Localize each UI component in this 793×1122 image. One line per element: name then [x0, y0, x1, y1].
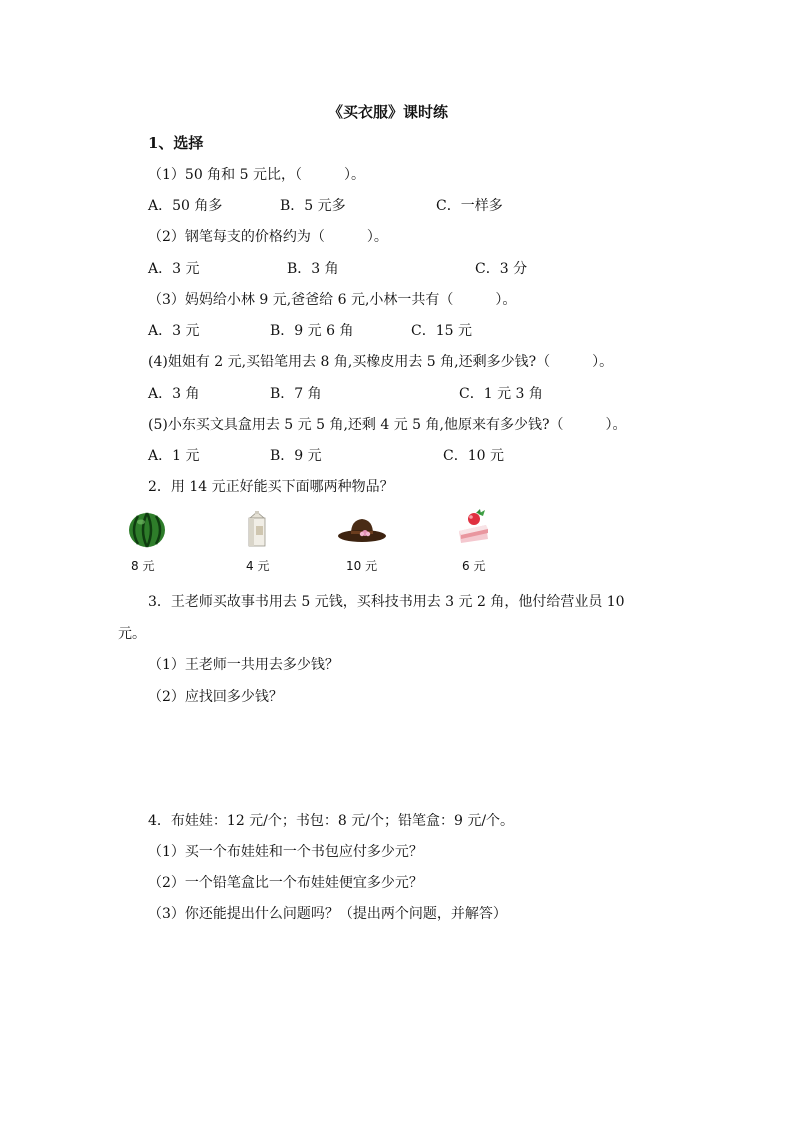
question-2-option-c: C．3 分	[475, 261, 528, 277]
question-2-stem: （2）钢笔每支的价格约为（ ）。	[148, 229, 388, 245]
hat-price: 10 元	[346, 559, 378, 573]
hat-icon	[337, 516, 387, 544]
question-3-option-b: B．9 元 6 角	[270, 323, 354, 339]
watermelon-icon	[128, 512, 166, 548]
question-2-option-a: A．3 元	[148, 261, 200, 277]
section-4-heading: 4．布娃娃：12 元/个；书包：8 元/个；铅笔盒：9 元/个。	[148, 813, 515, 829]
milk-carton-price: 4 元	[246, 559, 270, 573]
question-3-option-c: C．15 元	[411, 323, 472, 339]
question-4-option-c: C．1 元 3 角	[459, 386, 543, 402]
section-3-heading: 3．王老师买故事书用去 5 元钱，买科技书用去 3 元 2 角，他付给营业员 10	[148, 594, 625, 610]
question-1-stem: （1）50 角和 5 元比，（ ）。	[148, 167, 365, 183]
question-1-option-a: A．50 角多	[148, 198, 223, 214]
section-1-heading: 1、选择	[148, 134, 204, 152]
section-4-sub-1: （1）买一个布娃娃和一个书包应付多少元？	[148, 844, 423, 860]
question-5-option-a: A．1 元	[148, 448, 200, 464]
question-2-option-b: B．3 角	[287, 261, 339, 277]
question-5-option-c: C．10 元	[443, 448, 504, 464]
question-1-option-b: B．5 元多	[280, 198, 346, 214]
question-1-option-c: C．一样多	[436, 198, 503, 214]
page-title: 《买衣服》课时练	[328, 103, 449, 121]
question-4-option-a: A．3 角	[148, 386, 200, 402]
question-5-option-b: B．9 元	[270, 448, 322, 464]
section-4-sub-3: （3）你还能提出什么问题吗？（提出两个问题，并解答）	[148, 906, 507, 922]
question-3-stem: （3）妈妈给小林 9 元,爸爸给 6 元,小林一共有（ ）。	[148, 292, 517, 308]
question-4-option-b: B．7 角	[270, 386, 322, 402]
cake-icon	[456, 509, 490, 545]
watermelon-price: 8 元	[131, 559, 155, 573]
section-3-sub-1: （1）王老师一共用去多少钱？	[148, 657, 339, 673]
section-2-heading: 2．用 14 元正好能买下面哪两种物品？	[148, 479, 394, 495]
section-3-heading-continued: 元。	[118, 626, 146, 642]
question-4-stem: (4)姐姐有 2 元,买铅笔用去 8 角,买橡皮用去 5 角,还剩多少钱?（ ）。	[148, 354, 614, 370]
section-4-sub-2: （2）一个铅笔盒比一个布娃娃便宜多少元？	[148, 875, 423, 891]
question-5-stem: (5)小东买文具盒用去 5 元 5 角,还剩 4 元 5 角,他原来有多少钱?（ ）。	[148, 417, 627, 433]
cake-price: 6 元	[462, 559, 486, 573]
milk-carton-icon	[245, 510, 269, 548]
section-3-sub-2: （2）应找回多少钱？	[148, 689, 283, 705]
question-3-option-a: A．3 元	[148, 323, 200, 339]
